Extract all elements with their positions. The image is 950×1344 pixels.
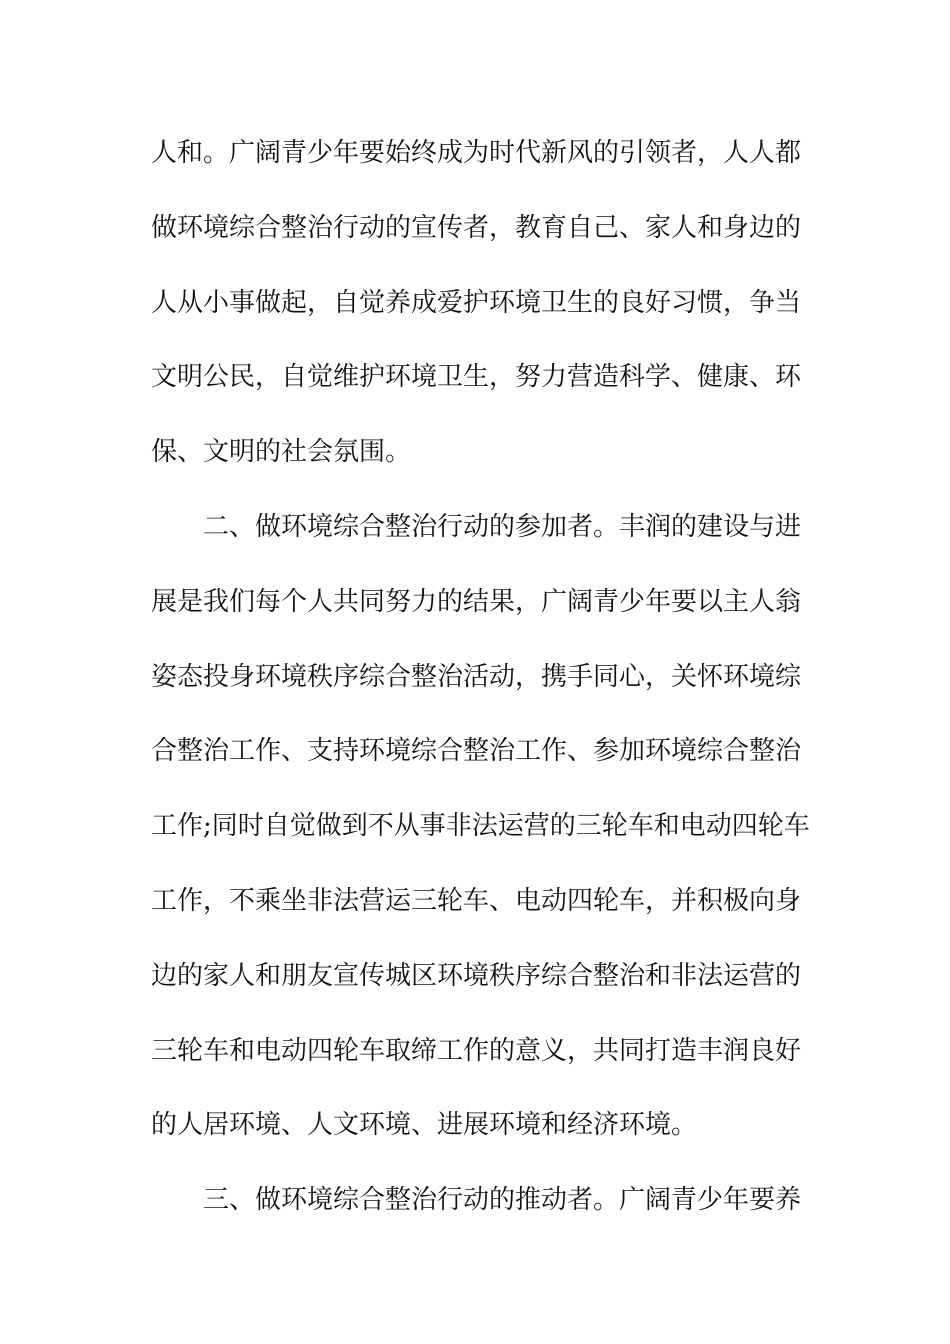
text-line: 人从小事做起，自觉养成爱护环境卫生的良好习惯，争当 <box>151 287 802 318</box>
text-line: 合整治工作、支持环境综合整治工作、参加环境综合整治 <box>151 736 802 767</box>
text-line: 文明公民，自觉维护环境卫生，努力营造科学、健康、环 <box>151 362 802 393</box>
text-line: 姿态投身环境秩序综合整治活动，携手同心，关怀环境综 <box>151 661 802 692</box>
text-line: 保、文明的社会氛围。 <box>151 437 412 468</box>
text-line: 人和。广阔青少年要始终成为时代新风的引领者，人人都 <box>151 138 802 168</box>
text-line: 工作;同时自觉做到不从事非法运营的三轮车和电动四轮车 <box>151 811 810 842</box>
text-line: 三轮车和电动四轮车取缔工作的意义，共同打造丰润良好 <box>151 1035 802 1066</box>
text-line: 展是我们每个人共同努力的结果，广阔青少年要以主人翁 <box>151 586 802 617</box>
text-line: 的人居环境、人文环境、进展环境和经济环境。 <box>151 1110 698 1141</box>
text-line: 边的家人和朋友宣传城区环境秩序综合整治和非法运营的 <box>151 960 802 991</box>
section-heading-line: 三、做环境综合整治行动的推动者。广阔青少年要养 <box>203 1185 802 1216</box>
section-heading-line: 二、做环境综合整治行动的参加者。丰润的建设与进 <box>203 511 802 542</box>
document-body <box>151 130 811 1252</box>
text-line: 工作，不乘坐非法营运三轮车、电动四轮车，并积极向身 <box>151 885 802 916</box>
text-line: 做环境综合整治行动的宣传者，教育自己、家人和身边的 <box>151 212 802 243</box>
